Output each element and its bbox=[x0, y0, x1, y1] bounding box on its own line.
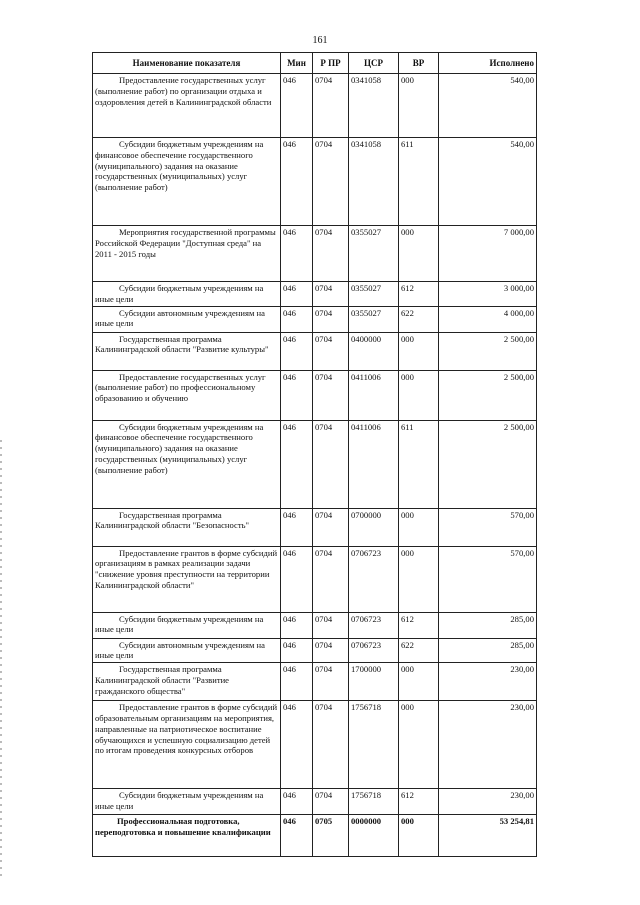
header-vr: ВР bbox=[399, 53, 439, 74]
row-csr: 1700000 bbox=[349, 663, 399, 701]
budget-execution-table bbox=[92, 52, 537, 857]
row-name: Государственная программа Калининградской области "Развитие гражданского общества" bbox=[93, 663, 281, 701]
header-done: Исполнено bbox=[439, 53, 537, 74]
table-row bbox=[93, 508, 537, 546]
row-rpr: 0704 bbox=[313, 701, 349, 789]
row-csr: 0355027 bbox=[349, 306, 399, 332]
row-rpr: 0704 bbox=[313, 508, 349, 546]
row-amount: 2 500,00 bbox=[439, 420, 537, 508]
row-amount: 4 000,00 bbox=[439, 306, 537, 332]
row-csr: 0000000 bbox=[349, 815, 399, 857]
row-vr: 000 bbox=[399, 701, 439, 789]
row-vr: 612 bbox=[399, 612, 439, 638]
table-row bbox=[93, 612, 537, 638]
row-amount: 230,00 bbox=[439, 701, 537, 789]
row-vr: 611 bbox=[399, 138, 439, 226]
row-min: 046 bbox=[281, 306, 313, 332]
row-min: 046 bbox=[281, 332, 313, 370]
row-name: Профессиональная подготовка, переподготовка и повышение квалификации bbox=[93, 815, 281, 857]
row-vr: 000 bbox=[399, 508, 439, 546]
table-row bbox=[93, 306, 537, 332]
row-rpr: 0704 bbox=[313, 332, 349, 370]
row-name: Мероприятия государственной программы Российской Федерации "Доступная среда" на 2011 - 2015 годы bbox=[93, 226, 281, 282]
row-min: 046 bbox=[281, 370, 313, 420]
row-name: Субсидии бюджетным учреждениям на иные цели bbox=[93, 612, 281, 638]
row-csr: 0355027 bbox=[349, 226, 399, 282]
row-min: 046 bbox=[281, 74, 313, 138]
row-csr: 0411006 bbox=[349, 420, 399, 508]
table-row bbox=[93, 701, 537, 789]
table-row bbox=[93, 282, 537, 307]
row-amount: 2 500,00 bbox=[439, 332, 537, 370]
table-row bbox=[93, 546, 537, 612]
table-row bbox=[93, 663, 537, 701]
row-name: Субсидии автономным учреждениям на иные цели bbox=[93, 306, 281, 332]
row-rpr: 0704 bbox=[313, 663, 349, 701]
row-rpr: 0704 bbox=[313, 638, 349, 663]
row-min: 046 bbox=[281, 138, 313, 226]
row-vr: 000 bbox=[399, 815, 439, 857]
header-csr: ЦСР bbox=[349, 53, 399, 74]
row-vr: 000 bbox=[399, 332, 439, 370]
row-min: 046 bbox=[281, 282, 313, 307]
row-name: Государственная программа Калининградской области "Развитие культуры" bbox=[93, 332, 281, 370]
table-row bbox=[93, 74, 537, 138]
table-row bbox=[93, 138, 537, 226]
row-amount: 3 000,00 bbox=[439, 282, 537, 307]
row-amount: 7 000,00 bbox=[439, 226, 537, 282]
row-name: Субсидии бюджетным учреждениям на иные цели bbox=[93, 282, 281, 307]
row-csr: 0700000 bbox=[349, 508, 399, 546]
row-csr: 0341058 bbox=[349, 138, 399, 226]
row-csr: 0400000 bbox=[349, 332, 399, 370]
row-min: 046 bbox=[281, 663, 313, 701]
row-csr: 0411006 bbox=[349, 370, 399, 420]
row-vr: 000 bbox=[399, 370, 439, 420]
row-min: 046 bbox=[281, 226, 313, 282]
table-row bbox=[93, 226, 537, 282]
table-row bbox=[93, 638, 537, 663]
row-name: Субсидии бюджетным учреждениям на иные цели bbox=[93, 789, 281, 815]
row-name: Предоставление государственных услуг (выполнение работ) по организации отдыха и оздоровления детей в Калининградской области bbox=[93, 74, 281, 138]
row-name: Предоставление грантов в форме субсидий организациям в рамках реализации задачи "снижение уровня преступности на территории Калининградской области" bbox=[93, 546, 281, 612]
row-amount: 230,00 bbox=[439, 789, 537, 815]
row-amount: 285,00 bbox=[439, 612, 537, 638]
page-number: 161 bbox=[312, 35, 328, 46]
row-amount: 540,00 bbox=[439, 138, 537, 226]
row-rpr: 0704 bbox=[313, 226, 349, 282]
row-rpr: 0704 bbox=[313, 282, 349, 307]
row-rpr: 0704 bbox=[313, 74, 349, 138]
row-csr: 0706723 bbox=[349, 612, 399, 638]
scan-edge-marks bbox=[0, 440, 2, 880]
row-amount: 2 500,00 bbox=[439, 370, 537, 420]
row-min: 046 bbox=[281, 612, 313, 638]
row-amount: 53 254,81 bbox=[439, 815, 537, 857]
header-rpr: Р ПР bbox=[313, 53, 349, 74]
table-row bbox=[93, 332, 537, 370]
row-amount: 570,00 bbox=[439, 508, 537, 546]
row-rpr: 0704 bbox=[313, 306, 349, 332]
row-name: Предоставление грантов в форме субсидий образовательным организациям на мероприятия, направленные на патриотическое воспитание обучающихся и успешную социализацию детей по итогам проведения конкурсных отборов bbox=[93, 701, 281, 789]
row-rpr: 0704 bbox=[313, 546, 349, 612]
header-min: Мин bbox=[281, 53, 313, 74]
row-vr: 622 bbox=[399, 306, 439, 332]
row-csr: 1756718 bbox=[349, 789, 399, 815]
row-amount: 570,00 bbox=[439, 546, 537, 612]
row-rpr: 0704 bbox=[313, 612, 349, 638]
row-vr: 612 bbox=[399, 789, 439, 815]
row-vr: 000 bbox=[399, 546, 439, 612]
row-csr: 0706723 bbox=[349, 638, 399, 663]
row-vr: 000 bbox=[399, 226, 439, 282]
table-row bbox=[93, 789, 537, 815]
row-name: Предоставление государственных услуг (выполнение работ) по профессиональному образованию и обучению bbox=[93, 370, 281, 420]
row-min: 046 bbox=[281, 420, 313, 508]
row-vr: 000 bbox=[399, 663, 439, 701]
row-min: 046 bbox=[281, 815, 313, 857]
row-name: Субсидии бюджетным учреждениям на финансовое обеспечение государственного (муниципального) задания на оказание государственных (муниципальных) услуг (выполнение работ) bbox=[93, 138, 281, 226]
row-name: Субсидии бюджетным учреждениям на финансовое обеспечение государственного (муниципального) задания на оказание государственных (муниципальных) услуг (выполнение работ) bbox=[93, 420, 281, 508]
row-vr: 000 bbox=[399, 74, 439, 138]
row-csr: 0706723 bbox=[349, 546, 399, 612]
table-header-row bbox=[93, 53, 537, 74]
table-row bbox=[93, 420, 537, 508]
row-rpr: 0704 bbox=[313, 370, 349, 420]
row-amount: 230,00 bbox=[439, 663, 537, 701]
row-min: 046 bbox=[281, 508, 313, 546]
row-vr: 612 bbox=[399, 282, 439, 307]
header-name: Наименование показателя bbox=[93, 53, 281, 74]
row-rpr: 0705 bbox=[313, 815, 349, 857]
row-vr: 622 bbox=[399, 638, 439, 663]
row-rpr: 0704 bbox=[313, 789, 349, 815]
row-min: 046 bbox=[281, 789, 313, 815]
table-row bbox=[93, 815, 537, 857]
row-min: 046 bbox=[281, 638, 313, 663]
row-rpr: 0704 bbox=[313, 420, 349, 508]
row-name: Субсидии автономным учреждениям на иные цели bbox=[93, 638, 281, 663]
row-amount: 285,00 bbox=[439, 638, 537, 663]
row-min: 046 bbox=[281, 546, 313, 612]
row-amount: 540,00 bbox=[439, 74, 537, 138]
row-name: Государственная программа Калининградской области "Безопасность" bbox=[93, 508, 281, 546]
row-csr: 1756718 bbox=[349, 701, 399, 789]
row-csr: 0355027 bbox=[349, 282, 399, 307]
row-csr: 0341058 bbox=[349, 74, 399, 138]
table-row bbox=[93, 370, 537, 420]
row-vr: 611 bbox=[399, 420, 439, 508]
row-min: 046 bbox=[281, 701, 313, 789]
row-rpr: 0704 bbox=[313, 138, 349, 226]
